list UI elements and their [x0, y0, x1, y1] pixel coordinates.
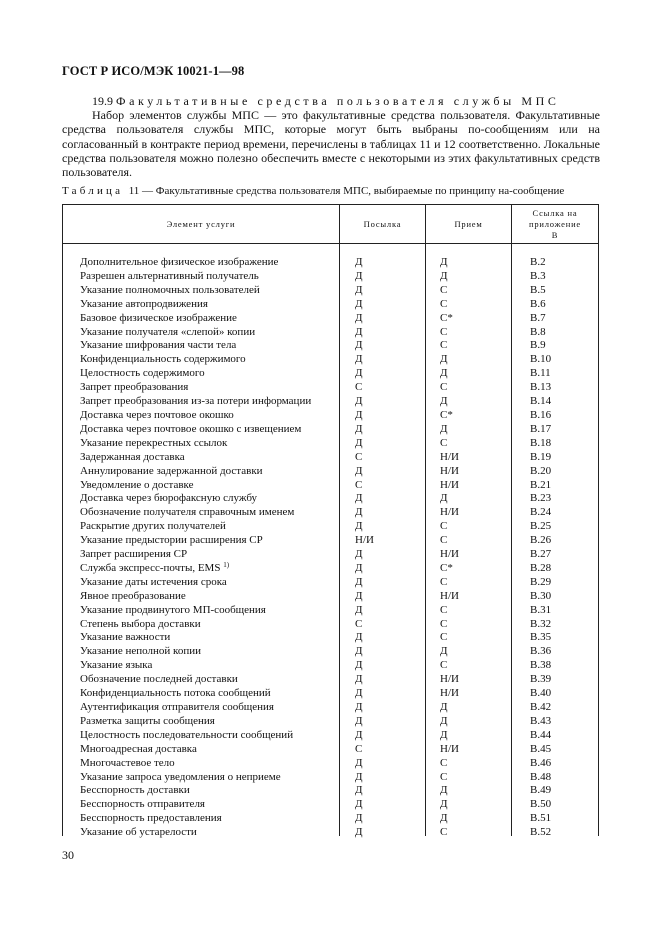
- table-row: [0, 687, 661, 701]
- cell-element-name: Аннулирование задержанной доставки: [80, 464, 263, 477]
- cell-send: Д: [355, 325, 363, 338]
- cell-reference: В.9: [530, 339, 546, 352]
- cell-reference: В.19: [530, 450, 552, 463]
- cell-reference: В.27: [530, 548, 552, 561]
- cell-send: Д: [355, 784, 363, 797]
- footnote-marker: 1): [223, 560, 230, 569]
- page-number: 30: [62, 848, 74, 862]
- cell-reference: В.36: [530, 645, 552, 658]
- cell-element-name: Запрет расширения СР: [80, 548, 188, 561]
- cell-reference: В.51: [530, 812, 552, 825]
- cell-reference: В.17: [530, 422, 552, 435]
- cell-element-name: Указание об устарелости: [80, 826, 197, 839]
- cell-reference: В.16: [530, 408, 552, 421]
- cell-send: Д: [355, 422, 363, 435]
- cell-element-name: Конфиденциальность потока сообщений: [80, 687, 271, 700]
- table-row: [0, 423, 661, 437]
- cell-send: Д: [355, 659, 363, 672]
- cell-send: Д: [355, 756, 363, 769]
- cell-reference: В.13: [530, 381, 552, 394]
- cell-element-name: Указание шифрования части тела: [80, 339, 237, 352]
- table-row: [0, 465, 661, 479]
- cell-send: С: [355, 617, 363, 630]
- cell-receive: Н/И: [440, 478, 459, 491]
- cell-receive: Д: [440, 492, 448, 505]
- cell-element-name: Указание даты истечения срока: [80, 575, 227, 588]
- cell-receive: Н/И: [440, 589, 459, 602]
- table-row: [0, 618, 661, 632]
- cell-receive: С: [440, 770, 448, 783]
- cell-send: Д: [355, 269, 363, 282]
- cell-reference: В.10: [530, 353, 552, 366]
- cell-send: Д: [355, 339, 363, 352]
- cell-reference: В.40: [530, 687, 552, 700]
- cell-receive: С: [440, 325, 448, 338]
- cell-receive: С: [440, 339, 448, 352]
- cell-element-name: Явное преобразование: [80, 589, 186, 602]
- table-row: [0, 812, 661, 826]
- cell-element-name: Целостность содержимого: [80, 367, 205, 380]
- cell-element-name: Указание перекрестных ссылок: [80, 436, 228, 449]
- cell-receive: С: [440, 826, 448, 839]
- cell-send: Д: [355, 395, 363, 408]
- cell-receive: С: [440, 381, 448, 394]
- cell-reference: В.52: [530, 826, 552, 839]
- table-row: [0, 729, 661, 743]
- cell-receive: С: [440, 436, 448, 449]
- cell-receive: С: [440, 659, 448, 672]
- table-body: [0, 256, 661, 840]
- cell-send: Д: [355, 673, 363, 686]
- cell-element-name: Доставка через почтовое окошко: [80, 408, 234, 421]
- table-row: [0, 826, 661, 840]
- cell-element-name: Аутентификация отправителя сообщения: [80, 701, 274, 713]
- table-row: [0, 479, 661, 493]
- table-row: [0, 798, 661, 812]
- cell-send: Д: [355, 506, 363, 519]
- cell-receive: Д: [440, 812, 448, 825]
- table-row: [0, 771, 661, 785]
- table-row: [0, 631, 661, 645]
- cell-reference: В.6: [530, 297, 546, 310]
- cell-receive: Д: [440, 422, 448, 435]
- table-row: [0, 645, 661, 659]
- cell-element-name: Указание языка: [80, 659, 153, 672]
- cell-element-name: Запрет преобразования: [80, 381, 189, 394]
- cell-receive: Д: [440, 798, 448, 811]
- cell-receive: Д: [440, 784, 448, 797]
- column-header-element: Элемент услуги: [166, 218, 236, 229]
- cell-element-name: Бесспорность отправителя: [80, 798, 205, 811]
- cell-element-name: Бесспорность доставки: [80, 784, 190, 797]
- section-19-9: [62, 94, 600, 179]
- cell-element-name: Раскрытие других получателей: [80, 520, 226, 533]
- cell-send: Д: [355, 436, 363, 449]
- cell-send: Д: [355, 548, 363, 561]
- cell-reference: В.38: [530, 659, 552, 672]
- document-title: ГОСТ Р ИСО/МЭК 10021-1—98: [62, 64, 245, 78]
- table-caption: [62, 185, 564, 197]
- cell-send: Д: [355, 464, 363, 477]
- cell-receive: Н/И: [440, 673, 459, 686]
- cell-reference: В.14: [530, 395, 552, 408]
- cell-send: С: [355, 742, 363, 755]
- table-row: [0, 298, 661, 312]
- cell-element-name: Обозначение получателя справочным именем: [80, 506, 295, 519]
- cell-reference: В.21: [530, 478, 552, 491]
- cell-send: Д: [355, 297, 363, 310]
- cell-send: Д: [355, 353, 363, 366]
- cell-reference: В.7: [530, 311, 546, 324]
- cell-reference: В.3: [530, 269, 546, 282]
- cell-reference: В.23: [530, 492, 552, 505]
- cell-receive: Н/И: [440, 742, 459, 755]
- cell-element-name: Указание предыстории расширения СР: [80, 534, 263, 547]
- cell-receive: С: [440, 617, 448, 630]
- table-row: [0, 409, 661, 423]
- cell-send: Д: [355, 728, 363, 741]
- table-row: [0, 534, 661, 548]
- table-row: [0, 548, 661, 562]
- column-header-send: Посылка: [363, 218, 402, 229]
- table-row: [0, 353, 661, 367]
- cell-element-name: Конфиденциальность содержимого: [80, 353, 246, 366]
- table-row: [0, 520, 661, 534]
- table-row: [0, 659, 661, 673]
- cell-reference: В.26: [530, 534, 552, 547]
- cell-element-name: Указание важности: [80, 631, 171, 644]
- cell-receive: Д: [440, 645, 448, 658]
- cell-element-name: Базовое физическое изображение: [80, 311, 237, 324]
- cell-reference: В.20: [530, 464, 552, 477]
- table-row: [0, 492, 661, 506]
- cell-reference: В.39: [530, 673, 552, 686]
- cell-reference: В.46: [530, 756, 552, 769]
- cell-send: Д: [355, 687, 363, 700]
- cell-element-name: Разрешен альтернативный получатель: [80, 269, 259, 282]
- cell-send: С: [355, 478, 363, 491]
- cell-receive: Д: [440, 367, 448, 380]
- cell-receive: Н/И: [440, 464, 459, 477]
- table-row: [0, 256, 661, 270]
- cell-element-name: Дополнительное физическое изображение: [80, 256, 279, 268]
- table-row: [0, 757, 661, 771]
- table-row: [0, 715, 661, 729]
- cell-send: Д: [355, 408, 363, 421]
- cell-reference: В.31: [530, 603, 552, 616]
- cell-receive: С: [440, 603, 448, 616]
- cell-reference: В.45: [530, 742, 552, 755]
- cell-reference: В.49: [530, 784, 552, 797]
- table-row: [0, 284, 661, 298]
- cell-element-name: Указание запроса уведомления о неприеме: [80, 770, 281, 783]
- table-row: [0, 506, 661, 520]
- table-row: [0, 395, 661, 409]
- cell-send: Д: [355, 714, 363, 727]
- cell-element-name: Задержанная доставка: [80, 450, 185, 463]
- cell-element-name: Указание продвинутого МП-сообщения: [80, 603, 266, 616]
- cell-send: Д: [355, 311, 363, 324]
- cell-reference: В.30: [530, 589, 552, 602]
- section-paragraph: Набор элементов службы МПС — это факультативные средства пользователя. Факультативные средства пользователя службы МПС, которые могут быть выбраны по-сообщениям или на согласованный в контракте период времени, перечислены в таблицах 11 и 12 соответственно. Локальные средства пользователя можно полезно обеспечить вместе с некоторыми из этих факультативных средств пользователя.: [62, 108, 600, 180]
- cell-receive: Н/И: [440, 687, 459, 700]
- cell-send: С: [355, 450, 363, 463]
- cell-send: Д: [355, 589, 363, 602]
- cell-receive: С*: [440, 311, 453, 324]
- table-row: [0, 743, 661, 757]
- table-row: [0, 673, 661, 687]
- cell-send: Д: [355, 812, 363, 825]
- cell-receive: Д: [440, 728, 448, 741]
- cell-send: Д: [355, 798, 363, 811]
- cell-reference: В.48: [530, 770, 552, 783]
- cell-receive: С: [440, 283, 448, 296]
- table-row: [0, 270, 661, 284]
- cell-receive: С*: [440, 561, 453, 574]
- cell-receive: Д: [440, 256, 448, 268]
- cell-element-name: Многочастевое тело: [80, 756, 175, 769]
- cell-element-name: Доставка через почтовое окошко с извещением: [80, 422, 302, 435]
- cell-receive: Д: [440, 701, 448, 713]
- cell-send: Д: [355, 631, 363, 644]
- cell-reference: В.44: [530, 728, 552, 741]
- cell-element-name: Указание автопродвижения: [80, 297, 208, 310]
- cell-reference: В.43: [530, 714, 552, 727]
- cell-element-name: Указание неполной копии: [80, 645, 201, 658]
- cell-element-name: Бесспорность предоставления: [80, 812, 222, 825]
- cell-receive: С: [440, 534, 448, 547]
- table-row: [0, 312, 661, 326]
- cell-reference: В.29: [530, 575, 552, 588]
- cell-send: Д: [355, 770, 363, 783]
- cell-receive: С: [440, 575, 448, 588]
- cell-reference: В.42: [530, 701, 552, 713]
- cell-receive: С: [440, 756, 448, 769]
- cell-reference: В.24: [530, 506, 552, 519]
- cell-receive: Н/И: [440, 450, 459, 463]
- cell-receive: Д: [440, 395, 448, 408]
- table-row: [0, 437, 661, 451]
- cell-element-name: Указание получателя «слепой» копии: [80, 325, 256, 338]
- table-row: [0, 367, 661, 381]
- cell-element-name: Целостность последовательности сообщений: [80, 728, 294, 741]
- table-row: [0, 701, 661, 715]
- section-number: 19.9: [92, 94, 113, 108]
- table-row: [0, 590, 661, 604]
- section-title: Факультативные средства пользователя службы МПС: [116, 94, 560, 108]
- table-row: [0, 604, 661, 618]
- cell-send: Д: [355, 701, 363, 713]
- cell-reference: В.5: [530, 283, 546, 296]
- cell-element-name: Многоадресная доставка: [80, 742, 197, 755]
- table-row: [0, 381, 661, 395]
- cell-reference: В.25: [530, 520, 552, 533]
- column-header-reference: Ссылка на приложение В: [528, 207, 582, 240]
- table-row: [0, 339, 661, 353]
- cell-reference: В.32: [530, 617, 552, 630]
- cell-send: Д: [355, 826, 363, 839]
- cell-receive: Д: [440, 269, 448, 282]
- table-caption-label: Таблица: [62, 185, 124, 197]
- table-row: [0, 562, 661, 576]
- cell-receive: С: [440, 297, 448, 310]
- cell-send: Д: [355, 561, 363, 574]
- cell-receive: С*: [440, 408, 453, 421]
- cell-element-name: Доставка через бюрофаксную службу: [80, 492, 258, 505]
- cell-element-name: Степень выбора доставки: [80, 617, 201, 630]
- cell-receive: Д: [440, 714, 448, 727]
- cell-receive: С: [440, 631, 448, 644]
- table-row: [0, 576, 661, 590]
- table-row: [0, 326, 661, 340]
- cell-receive: С: [440, 520, 448, 533]
- cell-send: Д: [355, 283, 363, 296]
- cell-send: Д: [355, 603, 363, 616]
- cell-element-name: Запрет преобразования из-за потери информации: [80, 395, 312, 408]
- cell-send: Д: [355, 645, 363, 658]
- cell-send: Д: [355, 492, 363, 505]
- cell-send: Н/И: [355, 534, 374, 547]
- cell-element-name: Уведомление о доставке: [80, 478, 194, 491]
- cell-element-name: Обозначение последней доставки: [80, 673, 238, 686]
- section-heading: [62, 94, 600, 108]
- cell-reference: В.50: [530, 798, 552, 811]
- cell-reference: В.8: [530, 325, 546, 338]
- cell-reference: В.18: [530, 436, 552, 449]
- cell-reference: В.11: [530, 367, 551, 380]
- cell-receive: Н/И: [440, 548, 459, 561]
- cell-element-name: Разметка защиты сообщения: [80, 714, 215, 727]
- column-header-receive: Прием: [454, 218, 483, 229]
- cell-send: Д: [355, 520, 363, 533]
- cell-receive: Н/И: [440, 506, 459, 519]
- cell-send: Д: [355, 575, 363, 588]
- cell-reference: В.28: [530, 561, 552, 574]
- table-row: [0, 784, 661, 798]
- cell-reference: В.2: [530, 256, 546, 268]
- cell-send: Д: [355, 367, 363, 380]
- table-row: [0, 451, 661, 465]
- cell-send: Д: [355, 256, 363, 268]
- table-caption-text: 11 — Факультативные средства пользователя МПС, выбираемые по принципу на-сообщение: [128, 185, 565, 197]
- cell-element-name: Указание полномочных пользователей: [80, 283, 260, 296]
- cell-receive: Д: [440, 353, 448, 366]
- cell-element-name: Служба экспресс-почты, EMS $^{1)}$: [80, 560, 230, 574]
- cell-reference: В.35: [530, 631, 552, 644]
- cell-send: С: [355, 381, 363, 394]
